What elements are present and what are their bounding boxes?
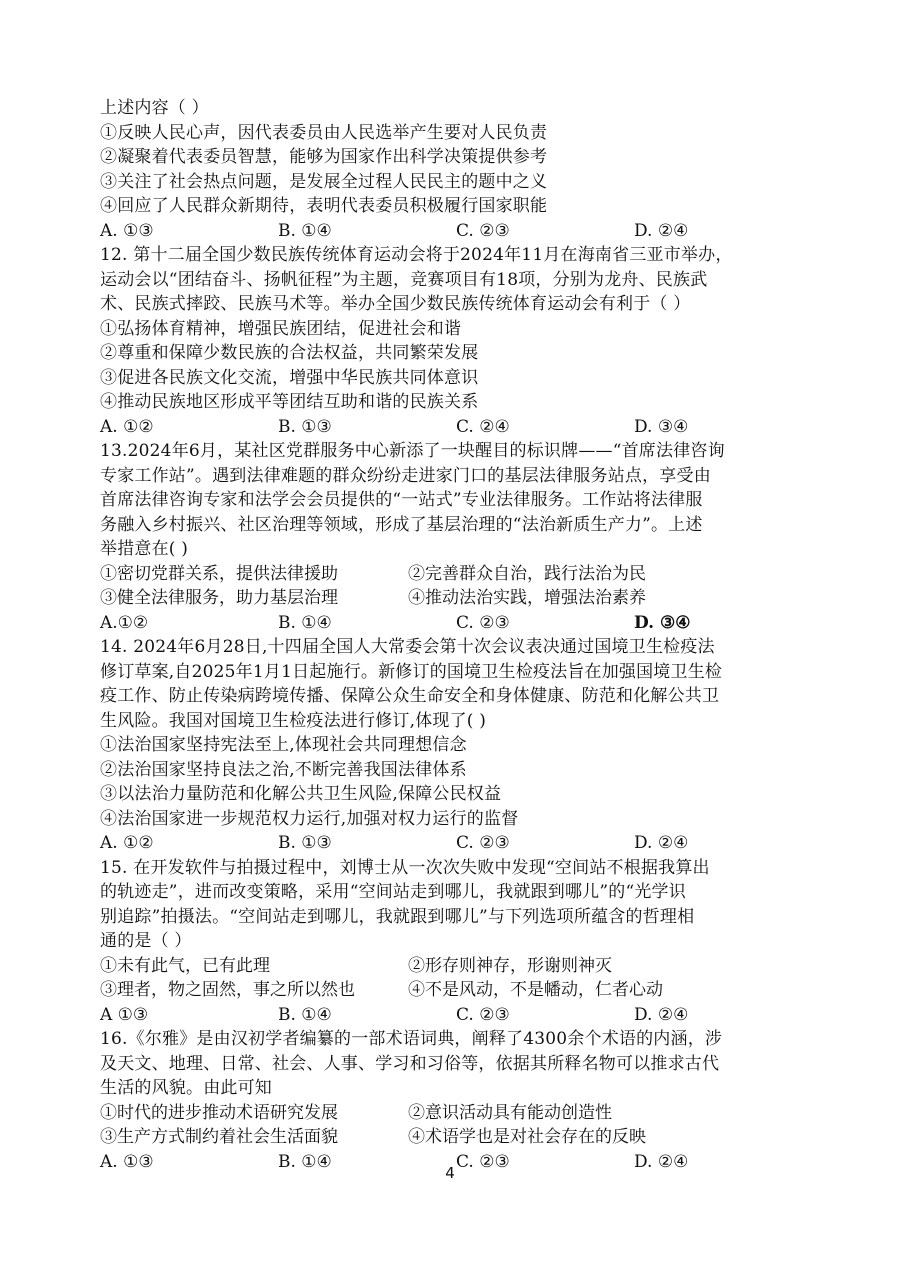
exam-page [100,96,830,1174]
choice-options [100,415,830,440]
answer-item: ①弘扬体育精神，增强民族团结，促进社会和谐 [100,318,462,339]
answer-item: ③生产方式制约着社会生活面貌 [100,1127,338,1147]
choice-d: D. ③④ [634,416,689,437]
question-15 [100,856,830,1028]
question-stem: 生活的风貌。由此可知 [100,1078,272,1098]
answer-item-row [100,978,830,1003]
answer-item: ①时代的进步推动术语研究发展 [100,1102,338,1123]
question-stem: 举措意在( ) [100,539,189,559]
question-stem: 上述内容（ ） [100,98,209,118]
choice-a: A ①③ [100,1004,149,1025]
answer-item: ④法治国家进一步规范权力运行,加强对权力运行的监督 [100,808,519,829]
answer-item-row [100,562,830,587]
choice-a: A.①② [100,612,149,633]
choice-options [100,219,830,244]
question-stem: 通的是（ ） [100,931,192,951]
question-stem: 运动会以“团结奋斗、扬帆征程”为主题，竞赛项目有18项，分别为龙舟、民族武 [100,269,708,290]
choice-b: B. ①④ [278,612,332,633]
question-11 [100,96,830,243]
question-stem: 专家工作站”。遇到法律难题的群众纷纷走进家门口的基层法律服务站点，享受由 [100,465,711,486]
question-stem: 13.2024年6月，某社区党群服务中心新添了一块醒目的标识牌——“首席法律咨询 [100,441,725,461]
choice-c: C. ②③ [456,612,510,633]
choice-c: C. ②③ [456,1004,510,1025]
choice-options [100,831,830,856]
choice-b: B. ①③ [278,416,332,437]
choice-d: D. ②④ [634,220,689,241]
question-stem: 及天文、地理、日常、社会、人事、学习和习俗等，依据其所释名物可以推求古代 [100,1053,720,1074]
choice-d: D. ②④ [634,833,689,853]
question-stem: 12. 第十二届全国少数民族传统体育运动会将于2024年11月在海南省三亚市举办， [100,245,733,265]
answer-item: ②意识活动具有能动创造性 [408,1102,612,1123]
answer-item-row [100,586,830,611]
question-16 [100,1027,830,1174]
choice-a: A. ①③ [100,1151,154,1172]
answer-item: ①法治国家坚持宪法至上,体现社会共同理想信念 [100,735,467,755]
choice-b: B. ①④ [278,1004,332,1025]
choice-c: C. ②④ [456,416,510,437]
choice-d: D. ②④ [634,1151,689,1172]
question-12 [100,243,830,439]
page-number: 4 [445,1164,455,1182]
answer-item: ④回应了人民群众新期待，表明代表委员积极履行国家职能 [100,196,548,216]
question-stem: 15. 在开发软件与拍摄过程中，刘博士从一次次失败中发现“空间站不根据我算出 [100,857,710,878]
choice-options [100,1003,830,1028]
answer-item: ②法治国家坚持良法之治,不断完善我国法律体系 [100,759,467,780]
question-stem: 的轨迹走”，进而改变策略，采用“空间站走到哪儿，我就跟到哪儿”的“光学识 [100,882,686,902]
choice-c: C. ②③ [456,220,510,241]
choice-options [100,611,830,636]
question-13 [100,439,830,635]
choice-d: D. ②④ [634,1004,689,1025]
answer-item: ②完善群众自治，践行法治为民 [408,563,646,584]
question-stem: 生风险。我国对国境卫生检疫法进行修订,体现了( ) [100,710,487,731]
choice-a: A. ①③ [100,220,154,241]
answer-item: ③以法治力量防范和化解公共卫生风险,保障公民权益 [100,784,502,804]
answer-item: ③健全法律服务，助力基层治理 [100,588,338,608]
answer-item: ④推动民族地区形成平等团结互助和谐的民族关系 [100,392,479,412]
question-stem: 修订草案,自2025年1月1日起施行。新修订的国境卫生检疫法旨在加强国境卫生检 [100,661,723,682]
choice-b: B. ①④ [278,1151,332,1172]
answer-item: ②形存则神存，形谢则神灭 [408,955,612,976]
question-stem: 术、民族式摔跤、民族马术等。举办全国少数民族传统体育运动会有利于（ ） [100,294,691,314]
choice-a: A. ①② [100,833,154,853]
choice-d: D. ③④ [634,612,691,633]
question-stem: 疫工作、防止传染病跨境传播、保障公众生命安全和身体健康、防范和化解公共卫 [100,686,720,706]
choice-c: C. ②③ [456,1151,510,1172]
answer-item: ②尊重和保障少数民族的合法权益，共同繁荣发展 [100,343,479,363]
answer-item-row [100,1101,830,1126]
question-stem: 16.《尔雅》是由汉初学者编纂的一部术语词典，阐释了4300余个术语的内涵，涉 [100,1029,723,1049]
answer-item: ①未有此气，已有此理 [100,955,270,976]
choice-a: A. ①② [100,416,154,437]
question-stem: 首席法律咨询专家和法学会会员提供的“一站式”专业法律服务。工作站将法律服 [100,490,703,510]
choice-b: B. ①④ [278,220,332,241]
answer-item-row [100,1125,830,1150]
answer-item: ④不是风动，不是幡动，仁者心动 [408,980,663,1000]
answer-item: ③理者，物之固然，事之所以然也 [100,980,355,1000]
answer-item: ①密切党群关系，提供法律援助 [100,563,338,584]
answer-item: ①反映人民心声，因代表委员由人民选举产生要对人民负责 [100,122,548,143]
answer-item: ④术语学也是对社会存在的反映 [408,1127,646,1147]
choice-b: B. ①③ [278,833,332,853]
answer-item: ②凝聚着代表委员智慧，能够为国家作出科学决策提供参考 [100,147,548,167]
answer-item-row [100,954,830,979]
question-stem: 14. 2024年6月28日,十四届全国人大常委会第十次会议表决通过国境卫生检疫法 [100,637,715,657]
answer-item: ③促进各民族文化交流，增强中华民族共同体意识 [100,367,479,388]
answer-item: ③关注了社会热点问题，是发展全过程人民民主的题中之义 [100,171,548,192]
choice-c: C. ②③ [456,833,510,853]
question-stem: 务融入乡村振兴、社区治理等领域，形成了基层治理的“法治新质生产力”。上述 [100,514,703,535]
answer-item: ④推动法治实践，增强法治素养 [408,588,646,608]
question-stem: 别追踪”拍摄法。“空间站走到哪儿，我就跟到哪儿”与下列选项所蕴含的哲理相 [100,906,695,927]
question-14 [100,635,830,856]
